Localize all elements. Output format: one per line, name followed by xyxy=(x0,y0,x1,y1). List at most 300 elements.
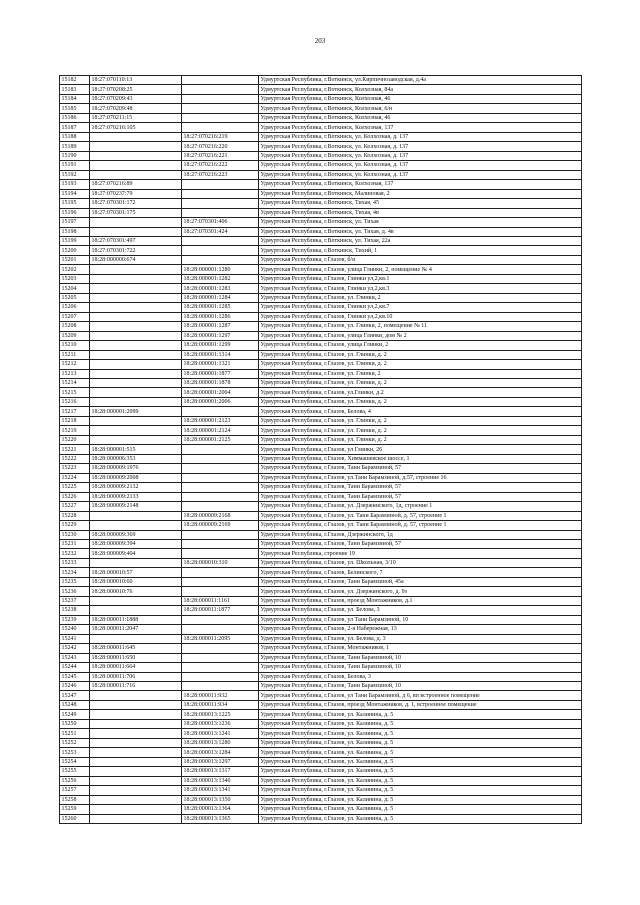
building-cadastral-number-cell: 18:28:000001:1299 xyxy=(182,341,259,350)
row-number-cell: 15227 xyxy=(60,502,90,511)
page-number: 203 xyxy=(314,37,326,45)
row-number-cell: 15228 xyxy=(60,511,90,520)
address-cell: Удмуртская Республика, г.Глазов, ул. Калинина, д. 5 xyxy=(259,738,582,747)
land-cadastral-number-cell xyxy=(90,700,182,709)
table-row xyxy=(60,473,582,482)
land-cadastral-number-cell: 18:28:000001:2099 xyxy=(90,407,182,416)
building-cadastral-number-cell xyxy=(182,123,259,132)
land-cadastral-number-cell: 18:27:070301:497 xyxy=(90,236,182,245)
building-cadastral-number-cell xyxy=(182,539,259,548)
land-cadastral-number-cell: 18:28:000009:2148 xyxy=(90,502,182,511)
building-cadastral-number-cell: 18:28:000001:2006 xyxy=(182,397,259,406)
building-cadastral-number-cell: 18:28:000001:1286 xyxy=(182,312,259,321)
land-cadastral-number-cell xyxy=(90,312,182,321)
building-cadastral-number-cell: 18:28:000001:2004 xyxy=(182,388,259,397)
table-row xyxy=(60,360,582,369)
building-cadastral-number-cell xyxy=(182,502,259,511)
table-row xyxy=(60,350,582,359)
table-row xyxy=(60,539,582,548)
address-cell: Удмуртская Республика, г.Глазов, ул.Глинки, д.2 xyxy=(259,388,582,397)
building-cadastral-number-cell xyxy=(182,104,259,113)
building-cadastral-number-cell xyxy=(182,464,259,473)
row-number-cell: 15214 xyxy=(60,379,90,388)
land-cadastral-number-cell: 18:27:070209:48 xyxy=(90,104,182,113)
building-cadastral-number-cell: 18:28:000001:2125 xyxy=(182,435,259,444)
address-cell: Удмуртская Республика, г.Глазов, ул. Калинина, д. 5 xyxy=(259,795,582,804)
table-row xyxy=(60,814,582,823)
address-cell: Удмуртская Республика, г.Глазов, Тани Барамзиной, 57 xyxy=(259,483,582,492)
address-cell: Удмуртская Республика, строение 19 xyxy=(259,549,582,558)
address-cell: Удмуртская Республика, г.Глазов, Глинки ул,2,кв.10 xyxy=(259,312,582,321)
address-cell: Удмуртская Республика, г.Глазов, улица Глинки, 2 xyxy=(259,341,582,350)
building-cadastral-number-cell: 18:28:000011:1877 xyxy=(182,606,259,615)
building-cadastral-number-cell xyxy=(182,236,259,245)
address-cell: Удмуртская Республика, г.Воткинск, ул. Тихая xyxy=(259,218,582,227)
address-cell: Удмуртская Республика, г.Глазов, Тани Барамзиной, 57 xyxy=(259,492,582,501)
address-cell: Удмуртская Республика, г.Воткинск, ул. Колхозная, д. 137 xyxy=(259,161,582,170)
building-cadastral-number-cell: 18:28:000013:1364 xyxy=(182,805,259,814)
land-cadastral-number-cell: 18:28:000001:515 xyxy=(90,445,182,454)
building-cadastral-number-cell: 18:28:000013:1340 xyxy=(182,776,259,785)
land-cadastral-number-cell xyxy=(90,521,182,530)
address-cell: Удмуртская Республика, г.Глазов, ул. Глинки, д. 2 xyxy=(259,350,582,359)
address-cell: Удмуртская Республика, г.Глазов, ул. Тани Барамзиной, д. 57, строение 1 xyxy=(259,521,582,530)
building-cadastral-number-cell xyxy=(182,549,259,558)
building-cadastral-number-cell: 18:28:000013:1365 xyxy=(182,814,259,823)
table-row xyxy=(60,530,582,539)
building-cadastral-number-cell: 18:27:070216:221 xyxy=(182,151,259,160)
address-cell: Удмуртская Республика, г.Глазов, Тани Барамзиной, 10 xyxy=(259,653,582,662)
row-number-cell: 15223 xyxy=(60,464,90,473)
row-number-cell: 15237 xyxy=(60,596,90,605)
building-cadastral-number-cell xyxy=(182,94,259,103)
land-cadastral-number-cell: 18:28:000011:706 xyxy=(90,672,182,681)
building-cadastral-number-cell: 18:28:000009:2169 xyxy=(182,521,259,530)
table-row xyxy=(60,521,582,530)
building-cadastral-number-cell: 18:28:000013:1280 xyxy=(182,738,259,747)
row-number-cell: 15186 xyxy=(60,113,90,122)
row-number-cell: 15193 xyxy=(60,180,90,189)
table-row xyxy=(60,331,582,340)
address-cell: Удмуртская Республика, г.Воткинск, Тихая, 4в xyxy=(259,208,582,217)
address-cell: Удмуртская Республика, г.Воткинск, Малиновая, 2 xyxy=(259,189,582,198)
address-cell: Удмуртская Республика, г.Глазов, проезд Монтажников, д. 1, встроенное помещение xyxy=(259,700,582,709)
row-number-cell: 15254 xyxy=(60,757,90,766)
row-number-cell: 15196 xyxy=(60,208,90,217)
row-number-cell: 15258 xyxy=(60,795,90,804)
table-row xyxy=(60,369,582,378)
table-row xyxy=(60,606,582,615)
table-row xyxy=(60,341,582,350)
table-row xyxy=(60,786,582,795)
address-cell: Удмуртская Республика, г.Глазов, б/н xyxy=(259,255,582,264)
building-cadastral-number-cell xyxy=(182,85,259,94)
row-number-cell: 15200 xyxy=(60,246,90,255)
address-cell: Удмуртская Республика, г.Глазов, Белова, 4 xyxy=(259,407,582,416)
table-row xyxy=(60,293,582,302)
row-number-cell: 15218 xyxy=(60,416,90,425)
address-cell: Удмуртская Республика, г.Глазов, ул. Глинки, 2 xyxy=(259,369,582,378)
table-row xyxy=(60,218,582,227)
building-cadastral-number-cell: 18:28:000013:1317 xyxy=(182,767,259,776)
land-cadastral-number-cell xyxy=(90,691,182,700)
land-cadastral-number-cell: 18:28:000009:394 xyxy=(90,539,182,548)
land-cadastral-number-cell xyxy=(90,265,182,274)
land-cadastral-number-cell xyxy=(90,397,182,406)
building-cadastral-number-cell: 18:28:000001:1283 xyxy=(182,284,259,293)
table-row xyxy=(60,113,582,122)
address-cell: Удмуртская Республика, г.Воткинск, ул. Колхозная, д. 137 xyxy=(259,132,582,141)
address-cell: Удмуртская Республика, г.Глазов, ул. Глинки, д. 2 xyxy=(259,397,582,406)
building-cadastral-number-cell: 18:28:000001:1321 xyxy=(182,360,259,369)
row-number-cell: 15233 xyxy=(60,558,90,567)
row-number-cell: 15253 xyxy=(60,748,90,757)
table-row xyxy=(60,435,582,444)
address-cell: Удмуртская Республика, г.Глазов, ул. Калинина, д. 5 xyxy=(259,748,582,757)
building-cadastral-number-cell: 18:27:070216:220 xyxy=(182,142,259,151)
row-number-cell: 15217 xyxy=(60,407,90,416)
row-number-cell: 15195 xyxy=(60,199,90,208)
land-cadastral-number-cell: 18:28:000009:369 xyxy=(90,530,182,539)
table-row xyxy=(60,388,582,397)
land-cadastral-number-cell xyxy=(90,805,182,814)
building-cadastral-number-cell xyxy=(182,568,259,577)
row-number-cell: 15182 xyxy=(60,76,90,85)
table-row xyxy=(60,558,582,567)
land-cadastral-number-cell: 18:27:070301:175 xyxy=(90,208,182,217)
table-row xyxy=(60,416,582,425)
land-cadastral-number-cell: 18:28:000011:716 xyxy=(90,682,182,691)
building-cadastral-number-cell: 18:28:000013:1236 xyxy=(182,719,259,728)
building-cadastral-number-cell: 18:28:000001:1314 xyxy=(182,350,259,359)
land-cadastral-number-cell: 18:28:000011:645 xyxy=(90,644,182,653)
row-number-cell: 15203 xyxy=(60,274,90,283)
table-row xyxy=(60,502,582,511)
row-number-cell: 15231 xyxy=(60,539,90,548)
land-cadastral-number-cell: 18:28:000011:664 xyxy=(90,663,182,672)
land-cadastral-number-cell xyxy=(90,426,182,435)
table-row xyxy=(60,303,582,312)
building-cadastral-number-cell xyxy=(182,113,259,122)
address-cell: Удмуртская Республика, г.Глазов, ул. Калинина, д. 5 xyxy=(259,710,582,719)
table-row xyxy=(60,379,582,388)
land-cadastral-number-cell xyxy=(90,388,182,397)
row-number-cell: 15232 xyxy=(60,549,90,558)
row-number-cell: 15236 xyxy=(60,587,90,596)
address-cell: Удмуртская Республика, г.Глазов, ул. Глинки, д. 2 xyxy=(259,379,582,388)
land-cadastral-number-cell xyxy=(90,360,182,369)
row-number-cell: 15249 xyxy=(60,710,90,719)
row-number-cell: 15256 xyxy=(60,776,90,785)
row-number-cell: 15252 xyxy=(60,738,90,747)
building-cadastral-number-cell: 18:28:000001:1282 xyxy=(182,274,259,283)
row-number-cell: 15247 xyxy=(60,691,90,700)
address-cell: Удмуртская Республика, г.Глазов, ул. Дзержинского, 1д, строение 1 xyxy=(259,502,582,511)
land-cadastral-number-cell xyxy=(90,274,182,283)
table-row xyxy=(60,170,582,179)
building-cadastral-number-cell: 18:28:000011:1161 xyxy=(182,596,259,605)
land-cadastral-number-cell xyxy=(90,757,182,766)
building-cadastral-number-cell: 18:27:070216:219 xyxy=(182,132,259,141)
table-row xyxy=(60,795,582,804)
row-number-cell: 15201 xyxy=(60,255,90,264)
land-cadastral-number-cell: 18:28:000000:674 xyxy=(90,255,182,264)
address-cell: Удмуртская Республика, г.Глазов, ул. Калинина, д. 5 xyxy=(259,776,582,785)
land-cadastral-number-cell xyxy=(90,151,182,160)
row-number-cell: 15185 xyxy=(60,104,90,113)
land-cadastral-number-cell xyxy=(90,142,182,151)
land-cadastral-number-cell: 18:27:070110:13 xyxy=(90,76,182,85)
building-cadastral-number-cell xyxy=(182,454,259,463)
row-number-cell: 15204 xyxy=(60,284,90,293)
row-number-cell: 15205 xyxy=(60,293,90,302)
building-cadastral-number-cell xyxy=(182,530,259,539)
building-cadastral-number-cell xyxy=(182,445,259,454)
building-cadastral-number-cell: 18:28:000013:1350 xyxy=(182,795,259,804)
land-cadastral-number-cell: 18:28:000010:60 xyxy=(90,577,182,586)
row-number-cell: 15220 xyxy=(60,435,90,444)
address-cell: Удмуртская Республика, г.Воткинск, Тихий, 1 xyxy=(259,246,582,255)
land-cadastral-number-cell: 18:28:000009:404 xyxy=(90,549,182,558)
table-row xyxy=(60,738,582,747)
land-cadastral-number-cell xyxy=(90,218,182,227)
row-number-cell: 15257 xyxy=(60,786,90,795)
address-cell: Удмуртская Республика, г.Воткинск, Колхозная, 84а xyxy=(259,85,582,94)
land-cadastral-number-cell: 18:27:070301:722 xyxy=(90,246,182,255)
row-number-cell: 15239 xyxy=(60,615,90,624)
land-cadastral-number-cell xyxy=(90,596,182,605)
row-number-cell: 15221 xyxy=(60,445,90,454)
land-cadastral-number-cell xyxy=(90,161,182,170)
building-cadastral-number-cell: 18:28:000001:1297 xyxy=(182,331,259,340)
table-row xyxy=(60,265,582,274)
row-number-cell: 15248 xyxy=(60,700,90,709)
table-row xyxy=(60,483,582,492)
land-cadastral-number-cell: 18:28:000011:2047 xyxy=(90,625,182,634)
address-cell: Удмуртская Республика, г.Глазов, ул. Калинина, д. 5 xyxy=(259,805,582,814)
row-number-cell: 15240 xyxy=(60,625,90,634)
table-row xyxy=(60,805,582,814)
row-number-cell: 15230 xyxy=(60,530,90,539)
land-cadastral-number-cell: 18:28:000009:2132 xyxy=(90,483,182,492)
row-number-cell: 15197 xyxy=(60,218,90,227)
table-row xyxy=(60,236,582,245)
building-cadastral-number-cell xyxy=(182,246,259,255)
table-row xyxy=(60,587,582,596)
row-number-cell: 15242 xyxy=(60,644,90,653)
table-row xyxy=(60,757,582,766)
address-cell: Удмуртская Республика, г.Глазов, ул. Глинки, 2 xyxy=(259,293,582,302)
table-row xyxy=(60,199,582,208)
address-cell: Удмуртская Республика, г.Глазов, Тани Барамзиной, 45а xyxy=(259,577,582,586)
row-number-cell: 15212 xyxy=(60,360,90,369)
building-cadastral-number-cell: 18:28:000001:1280 xyxy=(182,265,259,274)
table-row xyxy=(60,672,582,681)
row-number-cell: 15246 xyxy=(60,682,90,691)
land-cadastral-number-cell xyxy=(90,710,182,719)
land-cadastral-number-cell xyxy=(90,369,182,378)
building-cadastral-number-cell: 18:28:000009:2168 xyxy=(182,511,259,520)
building-cadastral-number-cell: 18:28:000013:1341 xyxy=(182,786,259,795)
land-cadastral-number-cell xyxy=(90,776,182,785)
table-row xyxy=(60,94,582,103)
building-cadastral-number-cell: 18:28:000001:1877 xyxy=(182,369,259,378)
land-cadastral-number-cell: 18:27:070216:89 xyxy=(90,180,182,189)
table-row xyxy=(60,748,582,757)
row-number-cell: 15199 xyxy=(60,236,90,245)
building-cadastral-number-cell: 18:28:000001:1284 xyxy=(182,293,259,302)
address-cell: Удмуртская Республика, г.Глазов, Белинского, 7 xyxy=(259,568,582,577)
land-cadastral-number-cell xyxy=(90,170,182,179)
row-number-cell: 15194 xyxy=(60,189,90,198)
row-number-cell: 15229 xyxy=(60,521,90,530)
building-cadastral-number-cell xyxy=(182,625,259,634)
address-cell: Удмуртская Республика, г.Глазов, ул. Калинина, д. 5 xyxy=(259,814,582,823)
building-cadastral-number-cell: 18:28:000001:2123 xyxy=(182,416,259,425)
table-row xyxy=(60,682,582,691)
row-number-cell: 15215 xyxy=(60,388,90,397)
address-cell: Удмуртская Республика, г.Глазов, Глинки ул,2,кв.7 xyxy=(259,303,582,312)
address-cell: Удмуртская Республика, г.Глазов, ул. Глинки, д. 2 xyxy=(259,435,582,444)
address-cell: Удмуртская Республика, г.Глазов, Дзержинского, 1д xyxy=(259,530,582,539)
row-number-cell: 15188 xyxy=(60,132,90,141)
land-cadastral-number-cell: 18:28:000010:57 xyxy=(90,568,182,577)
address-cell: Удмуртская Республика, г.Глазов, улица Глинки, дом № 2 xyxy=(259,331,582,340)
row-number-cell: 15260 xyxy=(60,814,90,823)
building-cadastral-number-cell xyxy=(182,189,259,198)
building-cadastral-number-cell: 18:28:000013:1225 xyxy=(182,710,259,719)
land-cadastral-number-cell xyxy=(90,322,182,331)
row-number-cell: 15245 xyxy=(60,672,90,681)
row-number-cell: 15219 xyxy=(60,426,90,435)
address-cell: Удмуртская Республика, г.Глазов, ул.Тани Барамзиной, д.57, строение 16 xyxy=(259,473,582,482)
row-number-cell: 15250 xyxy=(60,719,90,728)
building-cadastral-number-cell xyxy=(182,653,259,662)
table-row xyxy=(60,710,582,719)
address-cell: Удмуртская Республика, г.Глазов, Глинки ул,2,кв.1 xyxy=(259,274,582,283)
land-cadastral-number-cell xyxy=(90,606,182,615)
address-cell: Удмуртская Республика, г.Глазов, Белова, 3 xyxy=(259,672,582,681)
address-cell: Удмуртская Республика, г.Воткинск, Колхозная, 46 xyxy=(259,113,582,122)
address-cell: Удмуртская Республика, г.Глазов, ул. Калинина, д. 5 xyxy=(259,729,582,738)
row-number-cell: 15192 xyxy=(60,170,90,179)
land-cadastral-number-cell: 18:28:000009:2133 xyxy=(90,492,182,501)
land-cadastral-number-cell: 18:28:000010:76 xyxy=(90,587,182,596)
row-number-cell: 15259 xyxy=(60,805,90,814)
table-row xyxy=(60,511,582,520)
address-cell: Удмуртская Республика, г.Глазов, проезд Монтажников, д.1 xyxy=(259,596,582,605)
address-cell: Удмуртская Республика, г.Глазов, ул. Глинки, д. 2 xyxy=(259,360,582,369)
table-row xyxy=(60,284,582,293)
building-cadastral-number-cell: 18:28:000013:1297 xyxy=(182,757,259,766)
table-row xyxy=(60,625,582,634)
table-row xyxy=(60,312,582,321)
table-row xyxy=(60,663,582,672)
building-cadastral-number-cell: 18:28:000001:1878 xyxy=(182,379,259,388)
table-row xyxy=(60,85,582,94)
address-cell: Удмуртская Республика, г.Глазов, ул. Глинки, д. 2 xyxy=(259,416,582,425)
table-row xyxy=(60,615,582,624)
building-cadastral-number-cell: 18:28:000013:1284 xyxy=(182,748,259,757)
address-cell: Удмуртская Республика, г.Глазов, Химмашевское шоссе, 1 xyxy=(259,454,582,463)
row-number-cell: 15238 xyxy=(60,606,90,615)
table-row xyxy=(60,407,582,416)
row-number-cell: 15243 xyxy=(60,653,90,662)
table-row xyxy=(60,577,582,586)
building-cadastral-number-cell xyxy=(182,76,259,85)
building-cadastral-number-cell xyxy=(182,199,259,208)
row-number-cell: 15222 xyxy=(60,454,90,463)
land-cadastral-number-cell xyxy=(90,814,182,823)
registry-table-body xyxy=(60,76,582,824)
row-number-cell: 15251 xyxy=(60,729,90,738)
address-cell: Удмуртская Республика, г.Глазов, Тани Барамзиной, 57 xyxy=(259,464,582,473)
table-row xyxy=(60,568,582,577)
building-cadastral-number-cell: 18:28:000011:934 xyxy=(182,700,259,709)
land-cadastral-number-cell xyxy=(90,719,182,728)
building-cadastral-number-cell xyxy=(182,577,259,586)
building-cadastral-number-cell: 18:28:000001:2124 xyxy=(182,426,259,435)
building-cadastral-number-cell xyxy=(182,492,259,501)
address-cell: Удмуртская Республика, г.Глазов, ул. Глинки, 2, помещение № 11 xyxy=(259,322,582,331)
address-cell: Удмуртская Республика, г.Глазов, ул. Белова, д. 3 xyxy=(259,634,582,643)
row-number-cell: 15216 xyxy=(60,397,90,406)
table-row xyxy=(60,397,582,406)
table-row xyxy=(60,123,582,132)
address-cell: Удмуртская Республика, г.Глазов, ул. Тани Барамзиной, д. 57, строение 1 xyxy=(259,511,582,520)
land-cadastral-number-cell: 18:27:070216:105 xyxy=(90,123,182,132)
table-row xyxy=(60,729,582,738)
table-row xyxy=(60,132,582,141)
land-cadastral-number-cell xyxy=(90,132,182,141)
address-cell: Удмуртская Республика, г.Глазов, ул Глинки, 26 xyxy=(259,445,582,454)
land-cadastral-number-cell: 18:28:000006:353 xyxy=(90,454,182,463)
address-cell: Удмуртская Республика, г.Глазов, 2-я Набережная, 13 xyxy=(259,625,582,634)
row-number-cell: 15198 xyxy=(60,227,90,236)
row-number-cell: 15187 xyxy=(60,123,90,132)
table-row xyxy=(60,255,582,264)
table-row xyxy=(60,180,582,189)
row-number-cell: 15190 xyxy=(60,151,90,160)
land-cadastral-number-cell: 18:27:070237:79 xyxy=(90,189,182,198)
address-cell: Удмуртская Республика, г.Воткинск, ул. Тихая, 22а xyxy=(259,236,582,245)
land-cadastral-number-cell: 18:27:070301:172 xyxy=(90,199,182,208)
land-cadastral-number-cell: 18:27:070211:15 xyxy=(90,113,182,122)
building-cadastral-number-cell: 18:28:000011:2095 xyxy=(182,634,259,643)
land-cadastral-number-cell xyxy=(90,284,182,293)
building-cadastral-number-cell xyxy=(182,672,259,681)
address-cell: Удмуртская Республика, г.Глазов, ул. Калинина, д. 5 xyxy=(259,786,582,795)
row-number-cell: 15183 xyxy=(60,85,90,94)
row-number-cell: 15244 xyxy=(60,663,90,672)
building-cadastral-number-cell: 18:28:000013:1241 xyxy=(182,729,259,738)
land-cadastral-number-cell xyxy=(90,729,182,738)
table-row xyxy=(60,700,582,709)
building-cadastral-number-cell xyxy=(182,180,259,189)
table-row xyxy=(60,426,582,435)
row-number-cell: 15191 xyxy=(60,161,90,170)
table-row xyxy=(60,104,582,113)
table-row xyxy=(60,246,582,255)
land-cadastral-number-cell xyxy=(90,331,182,340)
land-cadastral-number-cell xyxy=(90,511,182,520)
address-cell: Удмуртская Республика, г.Воткинск, ул. Колхозная, д. 137 xyxy=(259,170,582,179)
land-cadastral-number-cell xyxy=(90,738,182,747)
table-row xyxy=(60,76,582,85)
address-cell: Удмуртская Республика, г.Воткинск, Колхозная, 6/н xyxy=(259,104,582,113)
table-row xyxy=(60,464,582,473)
table-row xyxy=(60,322,582,331)
